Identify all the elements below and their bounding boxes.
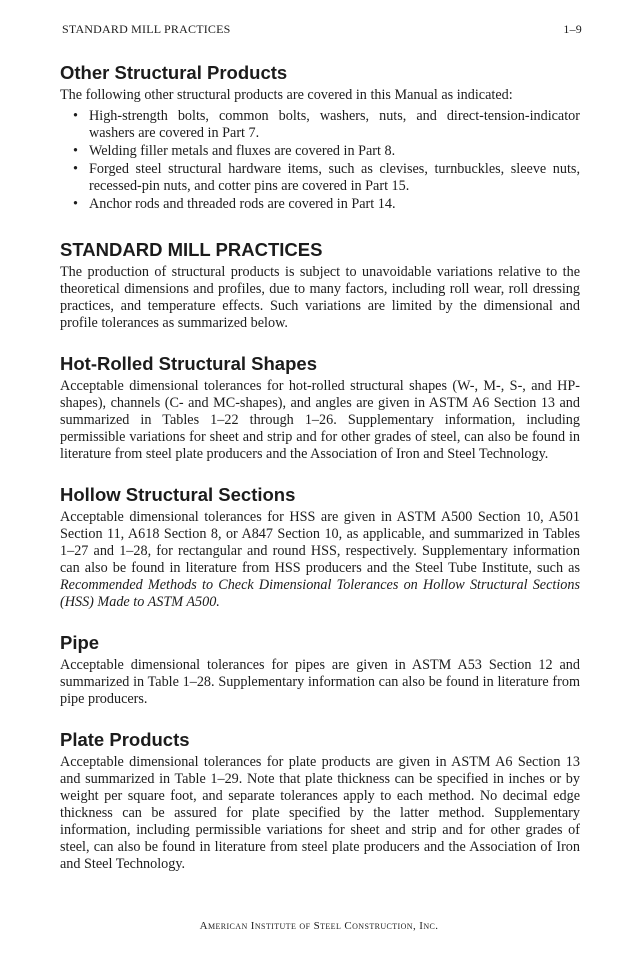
section-heading: Hollow Structural Sections	[60, 484, 296, 505]
list-item	[60, 108, 580, 142]
section-body: The production of structural products is subject to unavoidable variations relative to the theoretical dimensions and profiles, due to many factors, including roll wear, roll dressing practices, and temperature effects. Such variations are limited by the dimensional and profile tolerances as summarized below.	[60, 264, 580, 331]
section-intro: The following other structural products are covered in this Manual as indicated:	[60, 87, 513, 103]
bullet-icon: •	[73, 108, 78, 124]
section-plate-products	[60, 729, 580, 873]
section-body	[60, 509, 580, 611]
section-standard-mill-practices	[60, 239, 580, 332]
page-body	[60, 62, 580, 894]
list-item-text: Anchor rods and threaded rods are covered in Part 14.	[89, 196, 396, 212]
bullet-icon: •	[73, 196, 78, 212]
list-item	[60, 143, 580, 160]
section-hollow-structural-sections	[60, 484, 580, 611]
section-hot-rolled-shapes	[60, 353, 580, 463]
section-body: Acceptable dimensional tolerances for hot-rolled structural shapes (W-, M-, S-, and HP-shapes), channels (C- and MC-shapes), and angles are given in ASTM A6 Section 13 and summarized in Tables 1–22 through 1–26. Supplementary information, including permissible variations for sheet and strip and for other grades of steel, can also be found in literature from steel plate producers and the Association of Iron and Steel Technology.	[60, 378, 580, 462]
page-number: 1–9	[563, 22, 582, 36]
page-footer: American Institute of Steel Construction, Inc.	[199, 920, 439, 932]
section-heading: Other Structural Products	[60, 62, 288, 83]
reference-title: Recommended Methods to Check Dimensional Tolerances on Hollow Structural Sections (HSS) Made to ASTM A500.	[60, 577, 580, 610]
list-item-text: High-strength bolts, common bolts, washers, nuts, and direct-tension-indicator washers are covered in Part 7.	[89, 108, 580, 141]
section-body: Acceptable dimensional tolerances for pipes are given in ASTM A53 Section 12 and summarized in Table 1–28. Supplementary information can also be found in literature from pipe producers.	[60, 657, 580, 707]
section-body: Acceptable dimensional tolerances for plate products are given in ASTM A6 Section 13 and summarized in Table 1–29. Note that plate thickness can be specified in inches or by weight per square foot, and separate tolerances apply to each method. No decimal edge thickness can be assured for plate specified by the latter method. Supplementary information, including permissible variations for sheet and strip and for other grades of steel, can also be found in literature from steel plate producers and the Association of Iron and Steel Technology.	[60, 754, 580, 872]
section-other-structural-products	[60, 62, 580, 213]
list-item	[60, 161, 580, 195]
list-item-text: Forged steel structural hardware items, such as clevises, turnbuckles, sleeve nuts, recessed-pin nuts, and cotter pins are covered in Part 15.	[89, 161, 580, 194]
bullet-icon: •	[73, 143, 78, 159]
section-body-text: Acceptable dimensional tolerances for HSS are given in ASTM A500 Section 10, A501 Section 11, A618 Section 8, or A847 Section 10, as applicable, and summarized in Tables 1–27 and 1–28, for rectangular and round HSS, respectively. Supplementary information can also be found in literature from HSS producers and the Steel Tube Institute, such as	[60, 509, 580, 576]
list-item-text: Welding filler metals and fluxes are covered in Part 8.	[89, 143, 396, 159]
bullet-list	[60, 108, 580, 213]
section-heading: Plate Products	[60, 729, 190, 750]
list-item	[60, 196, 580, 213]
section-heading: Hot-Rolled Structural Shapes	[60, 353, 317, 374]
running-title: STANDARD MILL PRACTICES	[62, 22, 231, 36]
section-heading: STANDARD MILL PRACTICES	[60, 239, 323, 260]
section-heading: Pipe	[60, 632, 100, 653]
section-pipe	[60, 632, 580, 708]
bullet-icon: •	[73, 161, 78, 177]
